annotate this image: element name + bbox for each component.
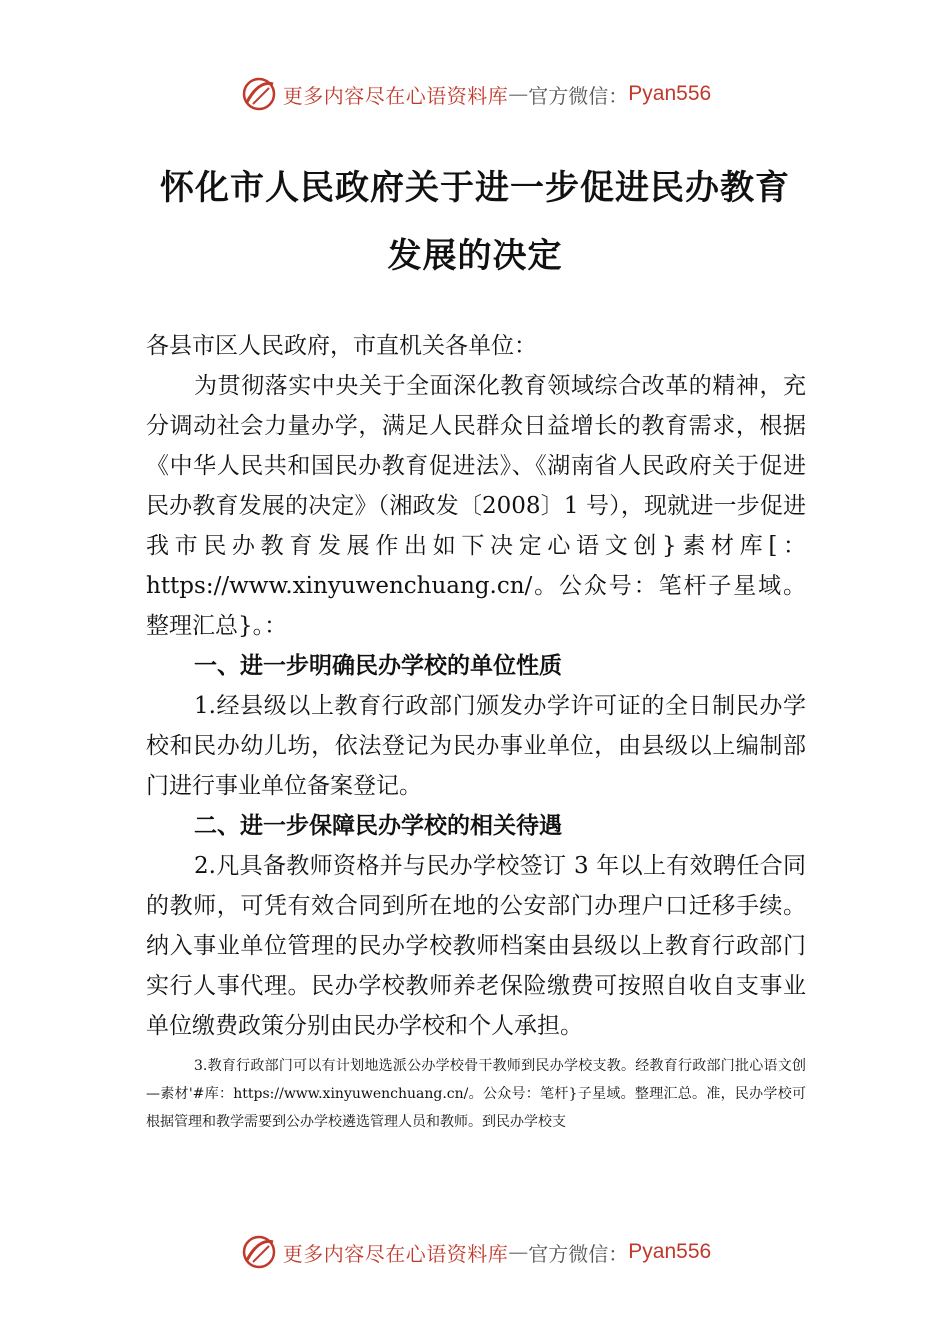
footer-watermark-banner — [0, 1230, 950, 1274]
intro-paragraph: 为贯彻落实中央关于全面深化教育领域综合改革的精神，充分调动社会力量办学，满足人民群众日益增长的教育需求，根据《中华人民共和国民办教育促进法》、《湖南省人民政府关于促进民办教育发展的决定》（湘政发〔2008〕1 号），现就进一步促进我市民办教育发展作出如下决定心语文创}素材库[：https://www.xinyuwenchuang.cn/。公众号：笔杆子星域。整理汇总}。： — [146, 373, 806, 639]
document-title-line2: 发展的决定 — [387, 236, 563, 276]
banner-wechat-id: Pyan556 — [628, 1240, 712, 1263]
item-paragraph-1: 1.经县级以上教育行政部门颁发办学许可证的全日制民办学校和民办幼儿㘯，依法登记为民办事业单位，由县级以上编制部门进行事业单位备案登记。 — [146, 693, 806, 799]
banner-wechat-label: 官方微信： — [528, 1241, 629, 1266]
header-watermark-banner — [0, 72, 950, 116]
banner-wechat-label: 官方微信： — [528, 83, 629, 108]
section-heading-1: 一、进一步明确民办学校的单位性质 — [194, 653, 562, 679]
banner-text: 更多内容尽在心语资料库 — [282, 1241, 509, 1266]
banner-separator: — — [508, 1240, 529, 1264]
section-heading-2: 二、进一步保障民办学校的相关待遇 — [194, 813, 562, 839]
banner-separator: — — [508, 82, 529, 106]
banner-wechat-id: Pyan556 — [628, 82, 712, 105]
brand-logo-icon — [239, 74, 279, 114]
banner-text: 更多内容尽在心语资料库 — [282, 83, 509, 108]
salutation: 各县市区人民政府，市直机关各单位： — [146, 333, 537, 359]
item-paragraph-2: 2.凡具备教师资格并与民办学校签订 3 年以上有效聘任合同的教师，可凭有效合同到所在地的公安部门办理户口迁移手续。纳入事业单位管理的民办学校教师档案由县级以上教育行政部门实行人事代理。民办学校教师养老保险缴费可按照自收自支事业单位缴费政策分别由民办学校和个人承担。 — [146, 853, 806, 1039]
document-title-line1: 怀化市人民政府关于进一步促进民办教育 — [160, 168, 790, 208]
brand-logo-icon — [239, 1232, 279, 1272]
item-paragraph-3: 3.教育行政部门可以有计划地选派公办学校骨干教师到民办学校支教。经教育行政部门批心语文创—素材'#库：https://www.xinyuwenchuang.cn/。公众号：笔杆}子星域。整理汇总。准，民办学校可根据管理和教学需要到公办学校遴选管理人员和教师。到民办学校支 — [146, 1058, 806, 1130]
document-body — [146, 326, 806, 1136]
